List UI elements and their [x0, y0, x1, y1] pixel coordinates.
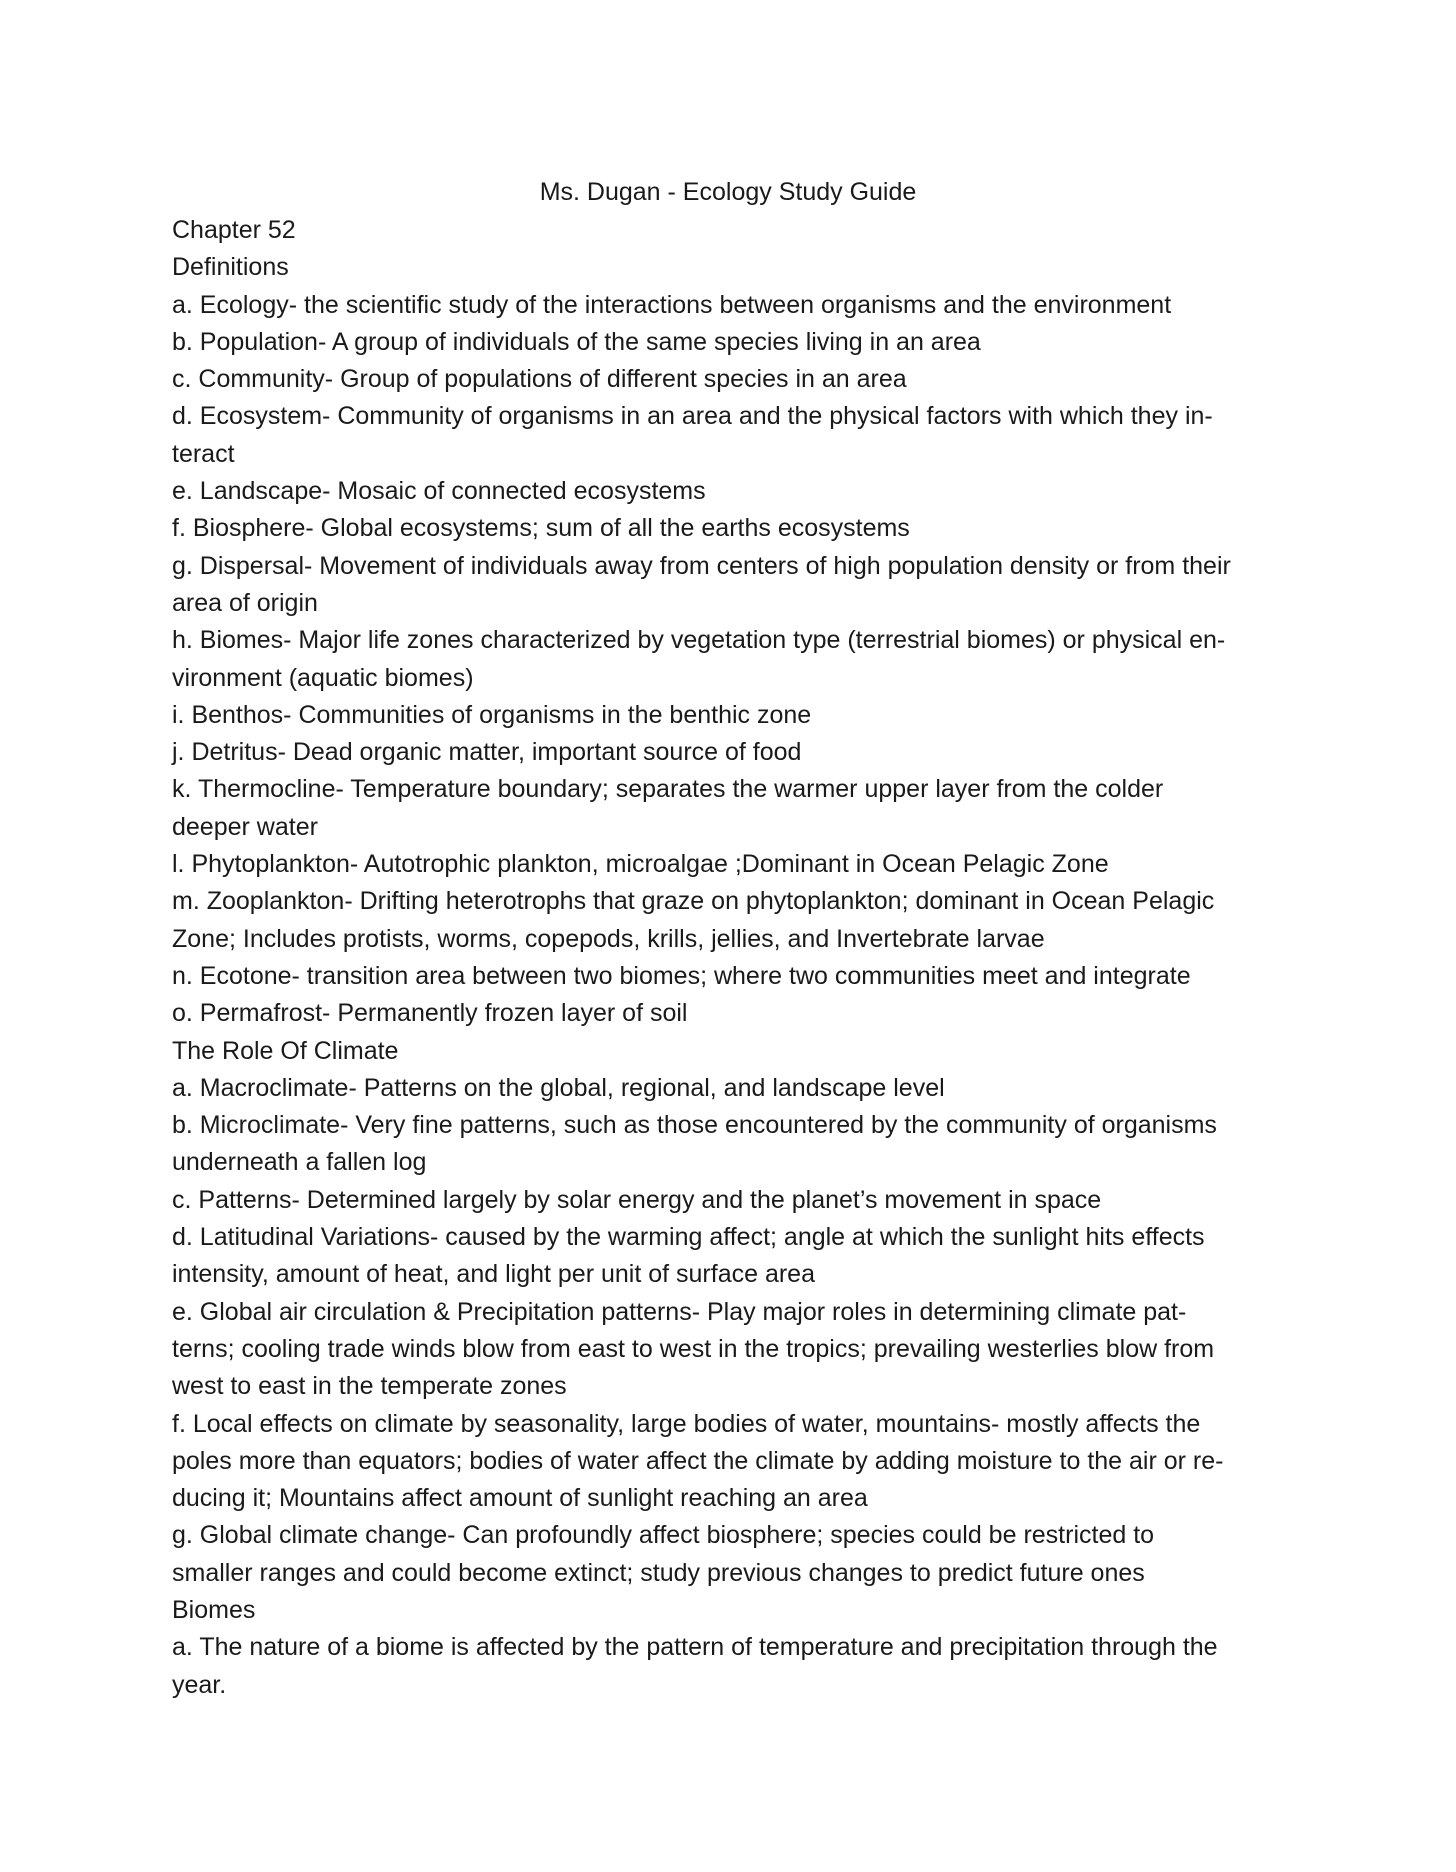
definition-line: e. Landscape- Mosaic of connected ecosystems	[172, 477, 706, 506]
chapter-heading: Chapter 52	[172, 216, 296, 244]
climate-line: poles more than equators; bodies of water affect the climate by adding moisture to the air or re-	[172, 1446, 1224, 1475]
definition-line: g. Dispersal- Movement of individuals away from centers of high population density or from their	[172, 551, 1231, 580]
definition-line: b. Population- A group of individuals of the same species living in an area	[172, 327, 981, 356]
climate-line: f. Local effects on climate by seasonality, large bodies of water, mountains- mostly affects the	[172, 1409, 1201, 1438]
definition-line: deeper water	[172, 812, 318, 841]
climate-line: d. Latitudinal Variations- caused by the warming affect; angle at which the sunlight hits effects	[172, 1223, 1205, 1252]
section-heading-climate: The Role Of Climate	[172, 1036, 399, 1065]
definition-line: f. Biosphere- Global ecosystems; sum of all the earths ecosystems	[172, 514, 910, 543]
definition-line: area of origin	[172, 588, 318, 617]
definition-line: l. Phytoplankton- Autotrophic plankton, microalgae ;Dominant in Ocean Pelagic Zone	[172, 850, 1109, 879]
definition-line: o. Permafrost- Permanently frozen layer of soil	[172, 999, 688, 1028]
climate-line: b. Microclimate- Very fine patterns, such as those encountered by the community of organisms	[172, 1111, 1217, 1140]
climate-line: g. Global climate change- Can profoundly affect biosphere; species could be restricted to	[172, 1521, 1155, 1550]
climate-line: c. Patterns- Determined largely by solar energy and the planet’s movement in space	[172, 1185, 1102, 1214]
biome-line: a. The nature of a biome is affected by the pattern of temperature and precipitation through the	[172, 1633, 1218, 1662]
document-body	[172, 212, 1292, 1704]
definition-line: i. Benthos- Communities of organisms in the benthic zone	[172, 700, 812, 729]
definition-line: c. Community- Group of populations of different species in an area	[172, 365, 907, 394]
section-heading-biomes: Biomes	[172, 1595, 256, 1624]
definition-line: vironment (aquatic biomes)	[172, 663, 474, 692]
climate-line: smaller ranges and could become extinct; study previous changes to predict future ones	[172, 1558, 1145, 1587]
definition-line: d. Ecosystem- Community of organisms in an area and the physical factors with which they in-	[172, 402, 1213, 431]
definition-line: a. Ecology- the scientific study of the interactions between organisms and the environment	[172, 290, 1172, 319]
climate-line: terns; cooling trade winds blow from east to west in the tropics; prevailing westerlies blow from	[172, 1334, 1215, 1363]
definition-line: h. Biomes- Major life zones characterized by vegetation type (terrestrial biomes) or physical en-	[172, 626, 1226, 655]
climate-line: underneath a fallen log	[172, 1148, 427, 1177]
definition-line: m. Zooplankton- Drifting heterotrophs that graze on phytoplankton; dominant in Ocean Pelagic	[172, 887, 1215, 916]
definition-line: n. Ecotone- transition area between two biomes; where two communities meet and integrate	[172, 961, 1191, 990]
document-title: Ms. Dugan - Ecology Study Guide	[539, 178, 917, 206]
definition-line: Zone; Includes protists, worms, copepods, krills, jellies, and Invertebrate larvae	[172, 924, 1045, 953]
section-heading-definitions: Definitions	[172, 253, 289, 282]
biome-line: year.	[172, 1670, 227, 1699]
definition-line: k. Thermocline- Temperature boundary; separates the warmer upper layer from the colder	[172, 775, 1164, 804]
definition-line: teract	[172, 439, 235, 468]
climate-line: a. Macroclimate- Patterns on the global, regional, and landscape level	[172, 1073, 945, 1102]
climate-line: ducing it; Mountains affect amount of sunlight reaching an area	[172, 1484, 868, 1513]
definition-line: j. Detritus- Dead organic matter, important source of food	[172, 738, 802, 767]
climate-line: e. Global air circulation & Precipitation patterns- Play major roles in determining climate pat-	[172, 1297, 1187, 1326]
climate-line: west to east in the temperate zones	[172, 1372, 567, 1401]
climate-line: intensity, amount of heat, and light per unit of surface area	[172, 1260, 815, 1289]
